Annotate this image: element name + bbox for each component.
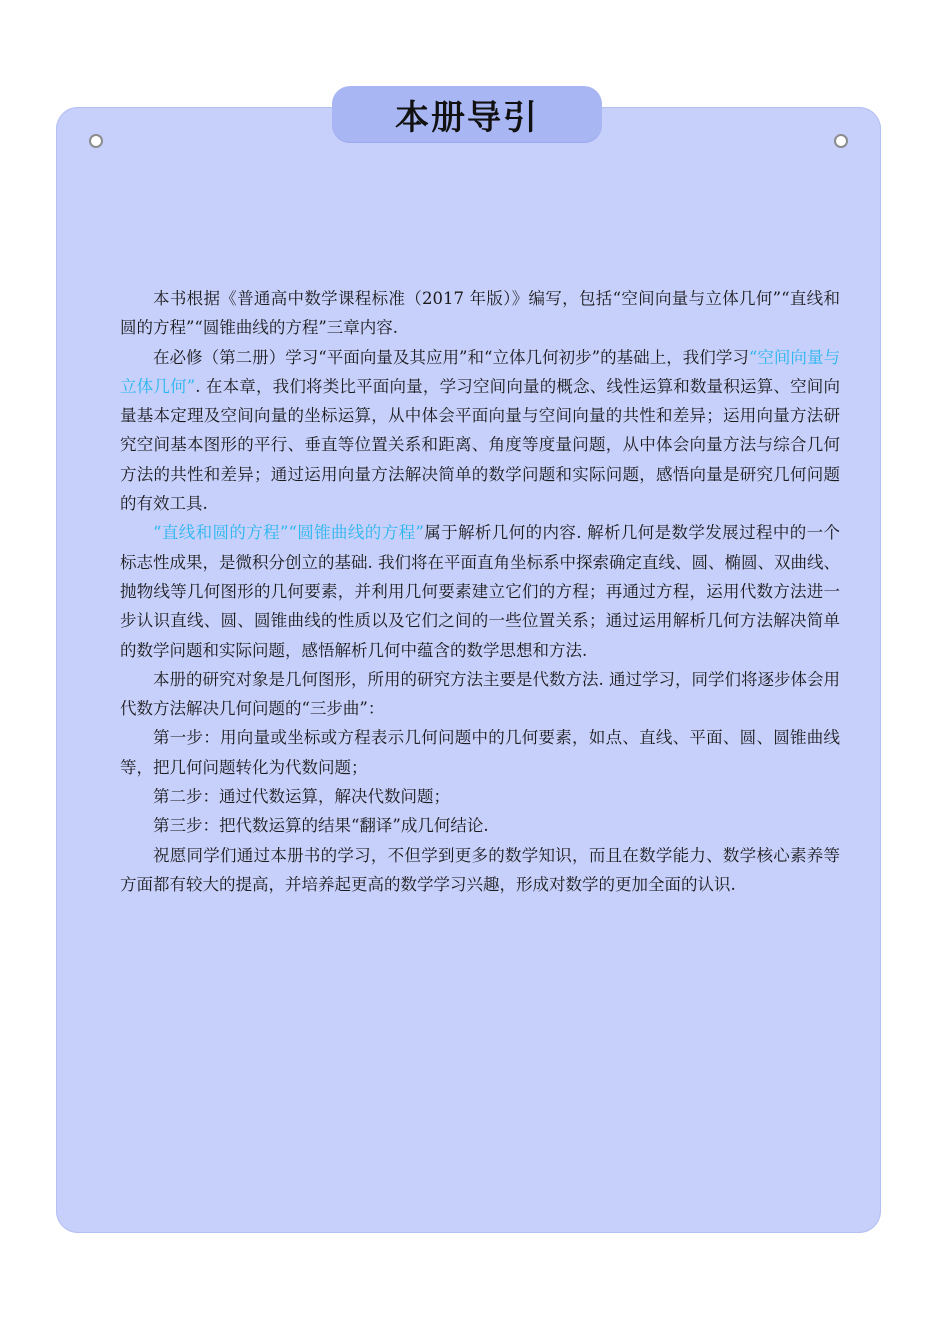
chapter-1-highlight: “空间向量与立体几何” xyxy=(120,347,840,396)
paragraph-closing: 祝愿同学们通过本册书的学习，不但学到更多的数学知识，而且在数学能力、数学核心素养等方面都有较大的提高，并培养起更高的数学学习兴趣，形成对数学的更加全面的认识. xyxy=(120,845,840,894)
chapter-2-3-highlight: “直线和圆的方程”“圆锥曲线的方程” xyxy=(153,523,424,543)
paragraph-2-intro: 在必修（第二册）学习“平面向量及其应用”和“立体几何初步”的基础上，我们学习 xyxy=(153,347,749,367)
paragraph-3-body: 属于解析几何的内容. 解析几何是数学发展过程中的一个标志性成果，是微积分创立的基础. 我们将在平面直角坐标系中探索确定直线、圆、椭圆、双曲线、抛物线等几何图形的几何要素，并利用几何要素建立它们的方程；再通过方程，运用代数方法进一步认识直线、圆、圆锥曲线的性质以及它们之间的一些位置关系；通过运用解析几何方法解决简单的数学问题和实际问题，感悟解析几何中蕴含的数学思想和方法. xyxy=(120,523,840,660)
intro-text xyxy=(120,284,840,899)
paragraph-1: 本书根据《普通高中数学课程标准（2017 年版）》编写，包括“空间向量与立体几何”“直线和圆的方程”“圆锥曲线的方程”三章内容. xyxy=(120,289,840,338)
paragraph-3 xyxy=(120,518,840,664)
step-2: 第二步：通过代数运算，解决代数问题； xyxy=(153,787,450,807)
binder-hole-right xyxy=(834,134,848,148)
paragraph-4: 本册的研究对象是几何图形，所用的研究方法主要是代数方法. 通过学习，同学们将逐步体会用代数方法解决几何问题的“三步曲”： xyxy=(120,669,840,719)
paragraph-2 xyxy=(120,343,840,519)
binder-hole-left xyxy=(89,134,103,148)
step-1: 第一步：用向量或坐标或方程表示几何问题中的几何要素，如点、直线、平面、圆、圆锥曲线等，把几何问题转化为代数问题； xyxy=(120,728,840,777)
step-3: 第三步：把代数运算的结果“翻译”成几何结论. xyxy=(153,816,489,836)
title-tab xyxy=(332,86,602,142)
paragraph-2-body: . 在本章，我们将类比平面向量，学习空间向量的概念、线性运算和数量积运算、空间向量基本定理及空间向量的坐标运算，从中体会平面向量与空间向量的共性和差异；运用向量方法研究空间基本图形的平行、垂直等位置关系和距离、角度等度量问题，从中体会向量方法与综合几何方法的共性和差异；通过运用向量方法解决简单的数学问题和实际问题，感悟向量是研究几何问题的有效工具. xyxy=(120,376,840,514)
page-title: 本册导引 xyxy=(395,97,539,138)
